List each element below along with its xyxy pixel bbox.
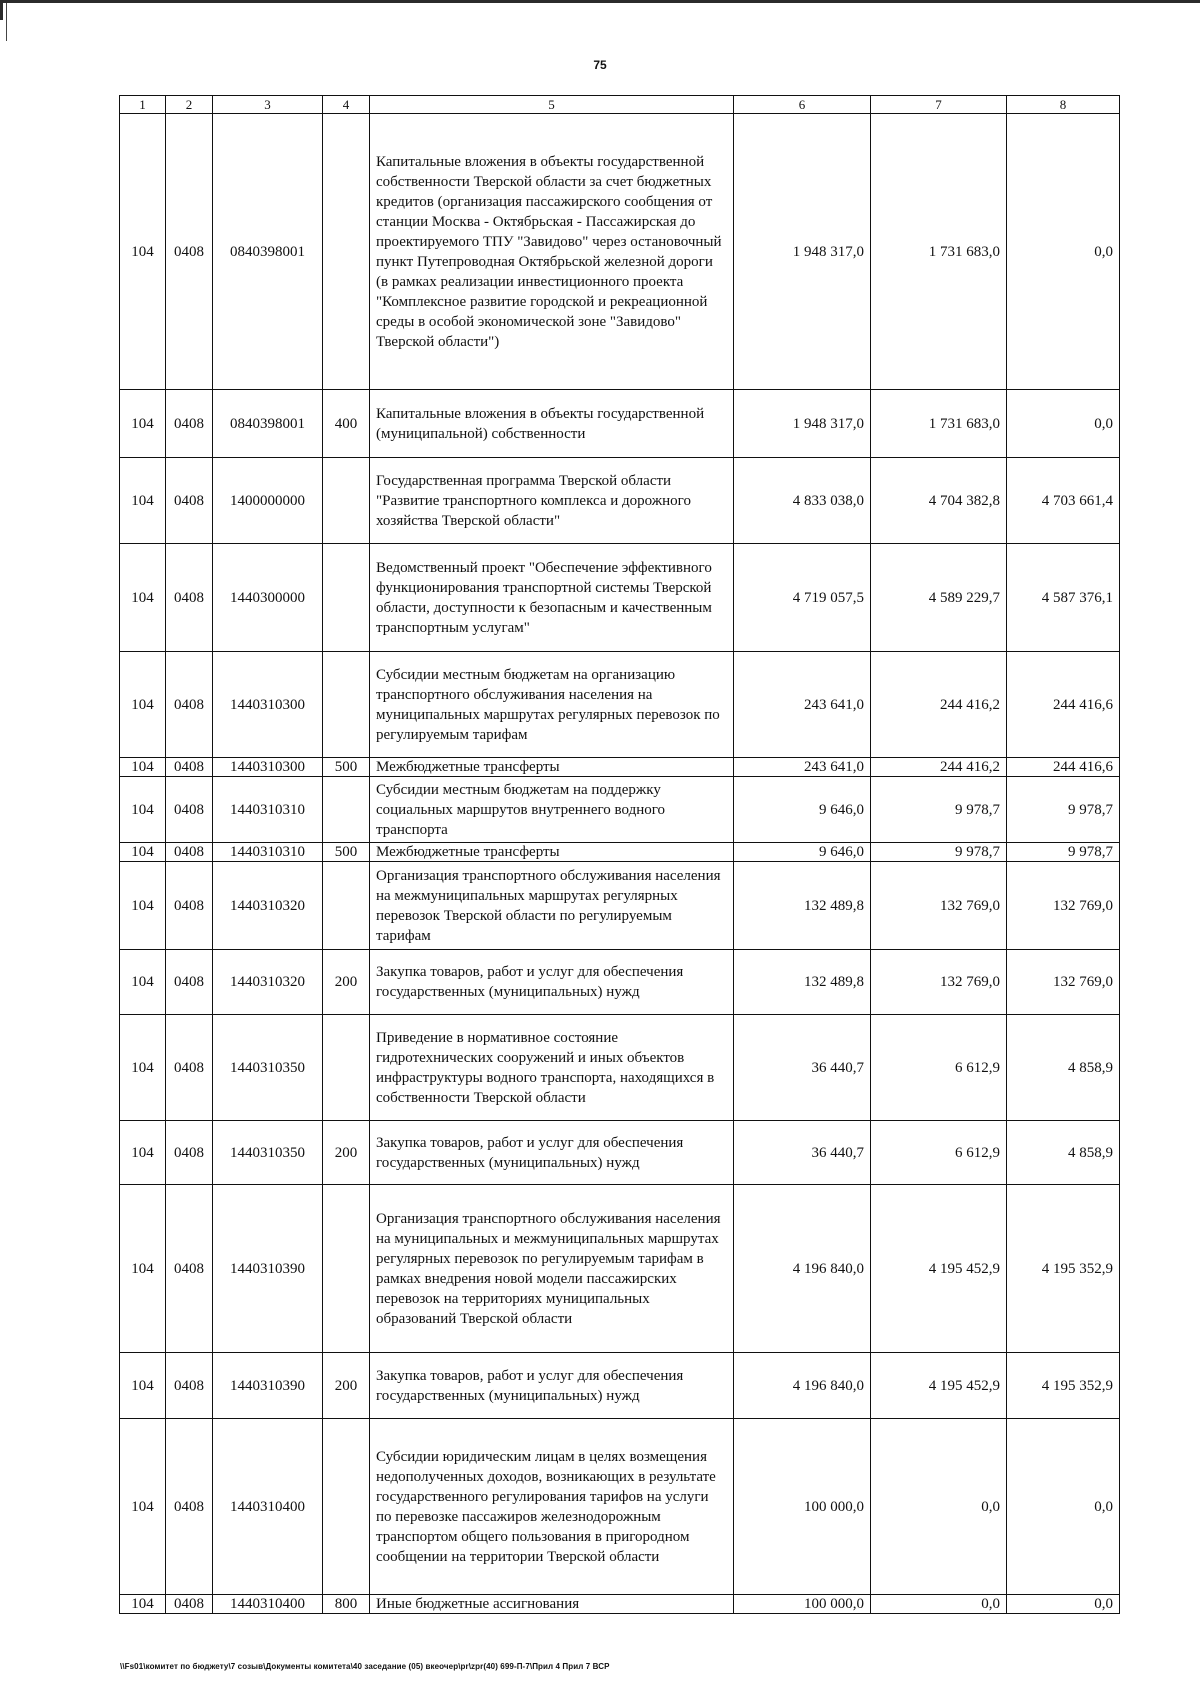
cell-expense-type [323, 1419, 370, 1595]
cell-target-article: 1440310400 [213, 1595, 323, 1614]
cell-admin-code: 104 [120, 390, 166, 458]
cell-description: Субсидии юридическим лицам в целях возмещения недополученных доходов, возникающих в результате государственного регулирования тарифов на услуги по перевозке пассажиров железнодорожным транспортом общего пользования в пригородном сообщении на территории Тверской области [370, 1419, 734, 1595]
cell-description: Субсидии местным бюджетам на организацию транспортного обслуживания населения на муниципальных маршрутах регулярных перевозок по регулируемым тарифам [370, 652, 734, 758]
cell-amount-year1: 36 440,7 [734, 1015, 871, 1121]
budget-table [119, 95, 1120, 1614]
cell-section: 0408 [166, 544, 213, 652]
cell-amount-year2: 4 589 229,7 [871, 544, 1007, 652]
cell-description: Ведомственный проект "Обеспечение эффективного функционирования транспортной системы Тверской области, доступности к безопасным и качественным транспортным услугам" [370, 544, 734, 652]
cell-expense-type: 200 [323, 1121, 370, 1185]
cell-description: Капитальные вложения в объекты государственной собственности Тверской области за счет бюджетных кредитов (организация пассажирского сообщения от станции Москва - Октябрьская - Пассажирская до проектируемого ТПУ "Завидово" через остановочный пункт Путепроводная Октябрьской железной дороги (в рамках реализации инвестиционного проекта "Комплексное развитие городской и рекреационной среды в особой экономической зоне "Завидово" Тверской области") [370, 114, 734, 390]
cell-amount-year1: 243 641,0 [734, 652, 871, 758]
cell-target-article: 0840398001 [213, 114, 323, 390]
cell-target-article: 1440310400 [213, 1419, 323, 1595]
cell-section: 0408 [166, 458, 213, 544]
cell-target-article: 0840398001 [213, 390, 323, 458]
cell-expense-type [323, 652, 370, 758]
cell-amount-year1: 132 489,8 [734, 862, 871, 950]
cell-expense-type: 500 [323, 758, 370, 777]
cell-amount-year3: 0,0 [1007, 114, 1120, 390]
cell-admin-code: 104 [120, 652, 166, 758]
cell-amount-year2: 132 769,0 [871, 862, 1007, 950]
table-row [120, 544, 1120, 652]
table-row [120, 777, 1120, 843]
column-header: 7 [871, 96, 1007, 114]
cell-description: Организация транспортного обслуживания населения на муниципальных и межмуниципальных маршрутах регулярных перевозок по регулируемым тарифам в рамках внедрения новой модели пассажирских перевозок на территориях муниципальных образований Тверской области [370, 1185, 734, 1353]
cell-expense-type [323, 544, 370, 652]
cell-amount-year2: 132 769,0 [871, 950, 1007, 1015]
cell-section: 0408 [166, 1353, 213, 1419]
cell-admin-code: 104 [120, 1595, 166, 1614]
cell-amount-year2: 4 195 452,9 [871, 1185, 1007, 1353]
cell-expense-type [323, 777, 370, 843]
cell-target-article: 1440310320 [213, 862, 323, 950]
cell-description: Государственная программа Тверской области "Развитие транспортного комплекса и дорожного хозяйства Тверской области" [370, 458, 734, 544]
cell-description: Организация транспортного обслуживания населения на межмуниципальных маршрутах регулярных перевозок Тверской области по регулируемым тарифам [370, 862, 734, 950]
cell-amount-year1: 4 196 840,0 [734, 1353, 871, 1419]
cell-amount-year1: 9 646,0 [734, 843, 871, 862]
table-row [120, 862, 1120, 950]
cell-expense-type [323, 114, 370, 390]
cell-admin-code: 104 [120, 1353, 166, 1419]
cell-description: Субсидии местным бюджетам на поддержку социальных маршрутов внутреннего водного транспорта [370, 777, 734, 843]
column-header: 8 [1007, 96, 1120, 114]
table-row [120, 843, 1120, 862]
cell-amount-year3: 0,0 [1007, 1419, 1120, 1595]
table-header-row [120, 96, 1120, 114]
cell-section: 0408 [166, 1419, 213, 1595]
cell-amount-year1: 4 833 038,0 [734, 458, 871, 544]
scan-corner-mark [6, 3, 7, 41]
cell-admin-code: 104 [120, 950, 166, 1015]
cell-amount-year3: 4 858,9 [1007, 1015, 1120, 1121]
cell-target-article: 1440310300 [213, 758, 323, 777]
cell-expense-type: 400 [323, 390, 370, 458]
cell-amount-year2: 244 416,2 [871, 758, 1007, 777]
cell-admin-code: 104 [120, 777, 166, 843]
cell-description: Закупка товаров, работ и услуг для обеспечения государственных (муниципальных) нужд [370, 1353, 734, 1419]
cell-amount-year3: 244 416,6 [1007, 758, 1120, 777]
cell-amount-year3: 132 769,0 [1007, 950, 1120, 1015]
cell-section: 0408 [166, 1015, 213, 1121]
cell-admin-code: 104 [120, 458, 166, 544]
cell-target-article: 1440310300 [213, 652, 323, 758]
cell-expense-type: 200 [323, 1353, 370, 1419]
cell-description: Иные бюджетные ассигнования [370, 1595, 734, 1614]
column-header: 5 [370, 96, 734, 114]
cell-expense-type: 500 [323, 843, 370, 862]
cell-section: 0408 [166, 777, 213, 843]
cell-admin-code: 104 [120, 1419, 166, 1595]
cell-admin-code: 104 [120, 1015, 166, 1121]
cell-description: Закупка товаров, работ и услуг для обеспечения государственных (муниципальных) нужд [370, 1121, 734, 1185]
cell-amount-year3: 0,0 [1007, 390, 1120, 458]
column-header: 2 [166, 96, 213, 114]
cell-amount-year2: 4 704 382,8 [871, 458, 1007, 544]
cell-amount-year1: 4 719 057,5 [734, 544, 871, 652]
scan-edge-left [0, 0, 3, 20]
page-number: 75 [593, 58, 607, 72]
cell-amount-year1: 100 000,0 [734, 1595, 871, 1614]
cell-amount-year2: 6 612,9 [871, 1121, 1007, 1185]
cell-expense-type [323, 458, 370, 544]
cell-amount-year3: 4 703 661,4 [1007, 458, 1120, 544]
cell-admin-code: 104 [120, 862, 166, 950]
table-row [120, 1015, 1120, 1121]
cell-amount-year1: 36 440,7 [734, 1121, 871, 1185]
cell-amount-year1: 100 000,0 [734, 1419, 871, 1595]
cell-amount-year2: 0,0 [871, 1419, 1007, 1595]
cell-amount-year1: 243 641,0 [734, 758, 871, 777]
table-row [120, 390, 1120, 458]
cell-section: 0408 [166, 652, 213, 758]
table-row [120, 1121, 1120, 1185]
cell-admin-code: 104 [120, 1121, 166, 1185]
cell-target-article: 1440310350 [213, 1015, 323, 1121]
cell-expense-type: 800 [323, 1595, 370, 1614]
cell-target-article: 1440310390 [213, 1185, 323, 1353]
cell-amount-year1: 4 196 840,0 [734, 1185, 871, 1353]
cell-description: Приведение в нормативное состояние гидротехнических сооружений и иных объектов инфраструктуры водного транспорта, находящихся в собственности Тверской области [370, 1015, 734, 1121]
cell-target-article: 1400000000 [213, 458, 323, 544]
column-header: 4 [323, 96, 370, 114]
cell-target-article: 1440310350 [213, 1121, 323, 1185]
cell-target-article: 1440310320 [213, 950, 323, 1015]
cell-admin-code: 104 [120, 1185, 166, 1353]
cell-amount-year2: 4 195 452,9 [871, 1353, 1007, 1419]
cell-section: 0408 [166, 843, 213, 862]
cell-section: 0408 [166, 114, 213, 390]
cell-section: 0408 [166, 390, 213, 458]
cell-section: 0408 [166, 950, 213, 1015]
cell-description: Межбюджетные трансферты [370, 758, 734, 777]
cell-admin-code: 104 [120, 544, 166, 652]
cell-section: 0408 [166, 758, 213, 777]
column-header: 3 [213, 96, 323, 114]
cell-amount-year3: 9 978,7 [1007, 777, 1120, 843]
cell-amount-year3: 9 978,7 [1007, 843, 1120, 862]
cell-expense-type [323, 1015, 370, 1121]
cell-amount-year1: 1 948 317,0 [734, 114, 871, 390]
cell-section: 0408 [166, 1595, 213, 1614]
cell-target-article: 1440310390 [213, 1353, 323, 1419]
cell-amount-year2: 6 612,9 [871, 1015, 1007, 1121]
table-row [120, 458, 1120, 544]
cell-amount-year2: 9 978,7 [871, 777, 1007, 843]
cell-amount-year3: 4 858,9 [1007, 1121, 1120, 1185]
cell-amount-year3: 244 416,6 [1007, 652, 1120, 758]
cell-section: 0408 [166, 1185, 213, 1353]
cell-amount-year2: 1 731 683,0 [871, 390, 1007, 458]
cell-target-article: 1440300000 [213, 544, 323, 652]
table-row [120, 758, 1120, 777]
cell-target-article: 1440310310 [213, 843, 323, 862]
cell-amount-year3: 4 587 376,1 [1007, 544, 1120, 652]
scan-edge-top [0, 0, 1200, 3]
cell-target-article: 1440310310 [213, 777, 323, 843]
cell-amount-year3: 4 195 352,9 [1007, 1353, 1120, 1419]
table-row [120, 1185, 1120, 1353]
cell-section: 0408 [166, 862, 213, 950]
cell-admin-code: 104 [120, 758, 166, 777]
table-row [120, 1353, 1120, 1419]
table-row [120, 1419, 1120, 1595]
column-header: 1 [120, 96, 166, 114]
cell-section: 0408 [166, 1121, 213, 1185]
table-row [120, 950, 1120, 1015]
cell-amount-year1: 9 646,0 [734, 777, 871, 843]
cell-description: Межбюджетные трансферты [370, 843, 734, 862]
cell-amount-year2: 0,0 [871, 1595, 1007, 1614]
column-header: 6 [734, 96, 871, 114]
footer-file-path: \\Fs01\комитет по бюджету\7 созыв\Документы комитета\40 заседание (05) вкеочер\pr\zpr(40) 699-П-7\Прил 4 Прил 7 ВСР [120, 1662, 610, 1671]
cell-amount-year2: 9 978,7 [871, 843, 1007, 862]
cell-expense-type [323, 862, 370, 950]
cell-description: Закупка товаров, работ и услуг для обеспечения государственных (муниципальных) нужд [370, 950, 734, 1015]
cell-admin-code: 104 [120, 114, 166, 390]
cell-admin-code: 104 [120, 843, 166, 862]
table-row [120, 652, 1120, 758]
cell-amount-year1: 132 489,8 [734, 950, 871, 1015]
cell-description: Капитальные вложения в объекты государственной (муниципальной) собственности [370, 390, 734, 458]
cell-amount-year3: 132 769,0 [1007, 862, 1120, 950]
cell-expense-type [323, 1185, 370, 1353]
cell-amount-year2: 1 731 683,0 [871, 114, 1007, 390]
cell-amount-year1: 1 948 317,0 [734, 390, 871, 458]
table-row [120, 114, 1120, 390]
cell-amount-year3: 0,0 [1007, 1595, 1120, 1614]
cell-expense-type: 200 [323, 950, 370, 1015]
cell-amount-year2: 244 416,2 [871, 652, 1007, 758]
cell-amount-year3: 4 195 352,9 [1007, 1185, 1120, 1353]
table-row [120, 1595, 1120, 1614]
